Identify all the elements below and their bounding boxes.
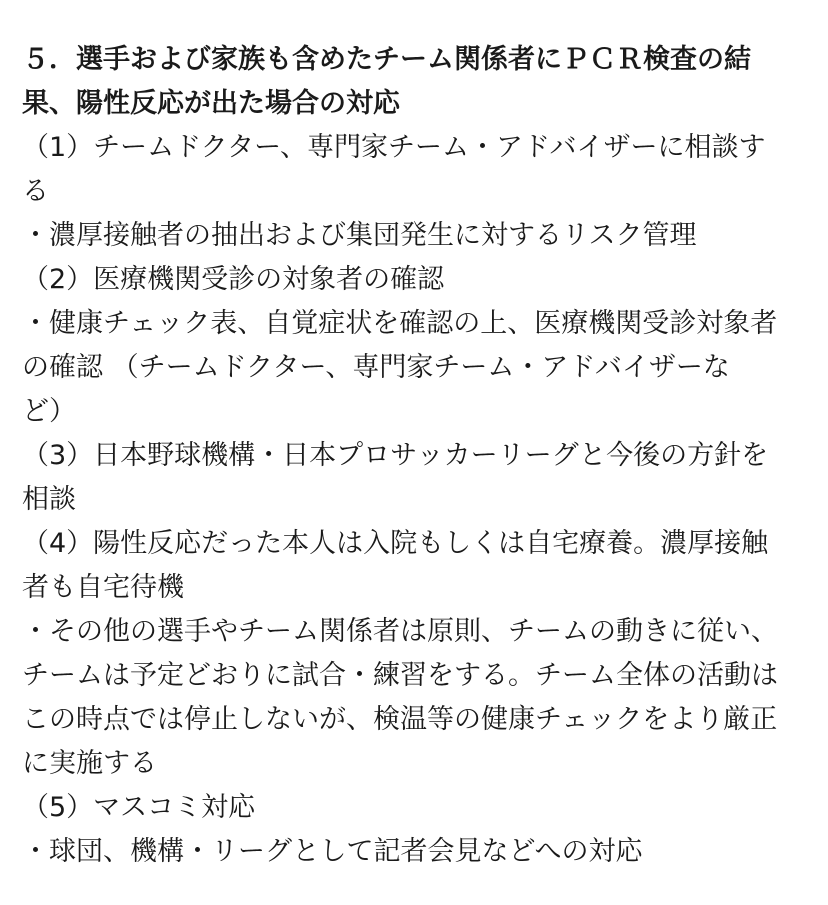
section-heading-line-2: 果、陽性反応が出た場合の対応 xyxy=(22,88,400,119)
section-heading xyxy=(22,38,812,126)
content-line-item-4-cont: 者も自宅待機 xyxy=(22,572,184,603)
content-line-item-2: （2）医療機関受診の対象者の確認 xyxy=(22,264,445,295)
content-line-bullet-press: ・球団、機構・リーグとして記者会見などへの対応 xyxy=(22,836,643,867)
content-line-item-4: （4）陽性反応だった本人は入院もしくは自宅療養。濃厚接触 xyxy=(22,528,769,559)
section-content xyxy=(22,126,812,874)
content-line-item-1: （1）チームドクター、専門家チーム・アドバイザーに相談す xyxy=(22,132,766,163)
content-line-bullet-others: ・その他の選手やチーム関係者は原則、チームの動きに従い、 xyxy=(22,616,778,647)
content-line-bullet-others-end: に実施する xyxy=(22,748,157,779)
content-line-item-3-cont: 相談 xyxy=(22,484,76,515)
content-line-item-1-cont: る xyxy=(22,176,49,207)
document-body xyxy=(22,38,812,874)
content-line-bullet-health-check-end: ど） xyxy=(22,396,76,427)
content-line-bullet-others-cont-2: この時点では停止しないが、検温等の健康チェックをより厳正 xyxy=(22,704,778,735)
content-line-bullet-health-check: ・健康チェック表、自覚症状を確認の上、医療機関受診対象者 xyxy=(22,308,778,339)
section-heading-line-1: ５．選手および家族も含めたチーム関係者にＰＣＲ検査の結 xyxy=(22,44,751,75)
content-line-bullet-risk: ・濃厚接触者の抽出および集団発生に対するリスク管理 xyxy=(22,220,697,251)
content-line-item-5: （5）マスコミ対応 xyxy=(22,792,256,823)
content-line-bullet-health-check-cont: の確認 （チームドクター、専門家チーム・アドバイザーな xyxy=(22,352,730,383)
content-line-item-3: （3）日本野球機構・日本プロサッカーリーグと今後の方針を xyxy=(22,440,769,471)
content-line-bullet-others-cont-1: チームは予定どおりに試合・練習をする。チーム全体の活動は xyxy=(22,660,778,691)
